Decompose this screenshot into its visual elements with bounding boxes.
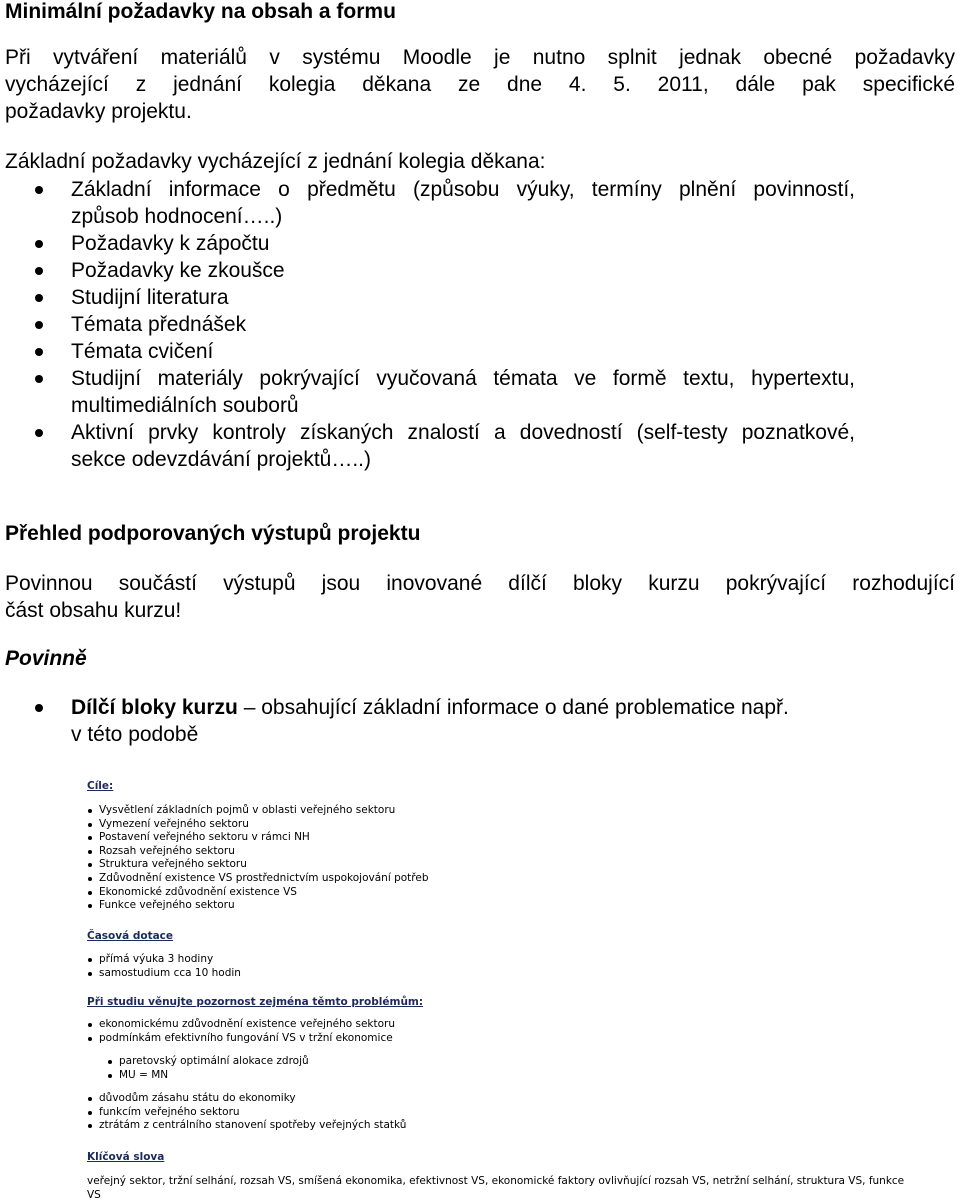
list-item: Studijní literatura: [5, 284, 955, 311]
list-item: přímá výuka 3 hodiny: [80, 953, 241, 967]
example-block-screenshot: [80, 772, 960, 1202]
list-item: Rozsah veřejného sektoru: [80, 845, 429, 859]
list-item: paretovský optimální alokace zdrojů: [100, 1055, 309, 1069]
intro-line: Při vytváření materiálů v systému Moodle je nutno splnit jednak obecné požadavky: [5, 46, 955, 69]
bullet-icon: [35, 348, 43, 356]
list-item: ztrátám z centrálního stanovení spotřeby veřejných statků: [80, 1119, 406, 1133]
mandatory-label: Povinně: [5, 647, 87, 670]
bullet-icon: [35, 294, 43, 302]
course-blocks-list: [5, 694, 955, 748]
heading-outputs-overview: Přehled podporovaných výstupů projektu: [5, 522, 421, 545]
bullet-icon: [35, 186, 43, 194]
list-item: Vysvětlení základních pojmů v oblasti veřejného sektoru: [80, 804, 429, 818]
list-item: Témata cvičení: [5, 338, 955, 365]
list-item: Struktura veřejného sektoru: [80, 858, 429, 872]
bullet-icon: [35, 375, 43, 383]
outputs-paragraph: Povinnou součástí výstupů jsou inovované dílčí bloky kurzu pokrývající rozhodující část obsahu kurzu!: [5, 572, 955, 622]
course-blocks-term: Dílčí bloky kurzu: [71, 696, 238, 719]
list-item: Studijní materiály pokrývající vyučovaná témata ve formě textu, hypertextu, multimediálních souborů: [5, 365, 955, 419]
list-item: Dílčí bloky kurzu – obsahující základní informace o dané problematice např. v této podobě: [5, 694, 955, 748]
keywords-text: veřejný sektor, tržní selhání, rozsah VS, smíšená ekonomika, efektivnost VS, ekonomické faktory ovlivňující rozsah VS, netržní selhání, struktura VS, funkce VS: [87, 1175, 905, 1201]
study-list: [80, 1018, 395, 1045]
goals-heading: Cíle:: [87, 780, 114, 792]
list-item: podmínkám efektivního fungování VS v tržní ekonomice: [80, 1032, 395, 1046]
list-item: MU = MN: [100, 1069, 309, 1083]
study-heading: Při studiu věnujte pozornost zejména těmto problémům:: [87, 996, 424, 1008]
list-item: Funkce veřejného sektoru: [80, 899, 429, 913]
bullet-icon: [35, 240, 43, 248]
intro-line: vycházející z jednání kolegia děkana ze dne 4. 5. 2011, dále pak specifické: [5, 73, 955, 96]
time-heading: Časová dotace: [87, 930, 174, 942]
bullet-icon: [35, 267, 43, 275]
list-item: Zdůvodnění existence VS prostřednictvím uspokojování potřeb: [80, 872, 429, 886]
list-item: Témata přednášek: [5, 311, 955, 338]
list-item: ekonomickému zdůvodnění existence veřejného sektoru: [80, 1018, 395, 1032]
basic-requirements-intro: Základní požadavky vycházející z jednání kolegia děkana:: [5, 150, 546, 173]
list-item: Vymezení veřejného sektoru: [80, 818, 429, 832]
intro-line: požadavky projektu.: [5, 100, 192, 123]
list-item: Ekonomické zdůvodnění existence VS: [80, 886, 429, 900]
keywords-heading: Klíčová slova: [87, 1151, 165, 1163]
list-item: funkcím veřejného sektoru: [80, 1106, 406, 1120]
list-item: Postavení veřejného sektoru v rámci NH: [80, 831, 429, 845]
time-list: [80, 953, 241, 980]
bullet-icon: [35, 429, 43, 437]
bullet-icon: [35, 321, 43, 329]
bullet-icon: [35, 704, 43, 712]
goals-list: [80, 804, 429, 913]
list-item: Aktivní prvky kontroly získaných znalostí a dovedností (self-testy poznatkové, sekce odevzdávání projektů…..): [5, 419, 955, 473]
intro-paragraph: [5, 44, 955, 125]
basic-requirements-list: [5, 176, 955, 473]
list-item: Základní informace o předmětu (způsobu výuky, termíny plnění povinností, způsob hodnocení…..): [5, 176, 955, 230]
study-list-2: [80, 1092, 406, 1133]
list-item: důvodům zásahu státu do ekonomiky: [80, 1092, 406, 1106]
list-item: samostudium cca 10 hodin: [80, 967, 241, 981]
list-item: Požadavky ke zkoušce: [5, 257, 955, 284]
list-item: Požadavky k zápočtu: [5, 230, 955, 257]
study-sublist: [100, 1055, 309, 1082]
heading-minimal-requirements: Minimální požadavky na obsah a formu: [5, 0, 396, 23]
